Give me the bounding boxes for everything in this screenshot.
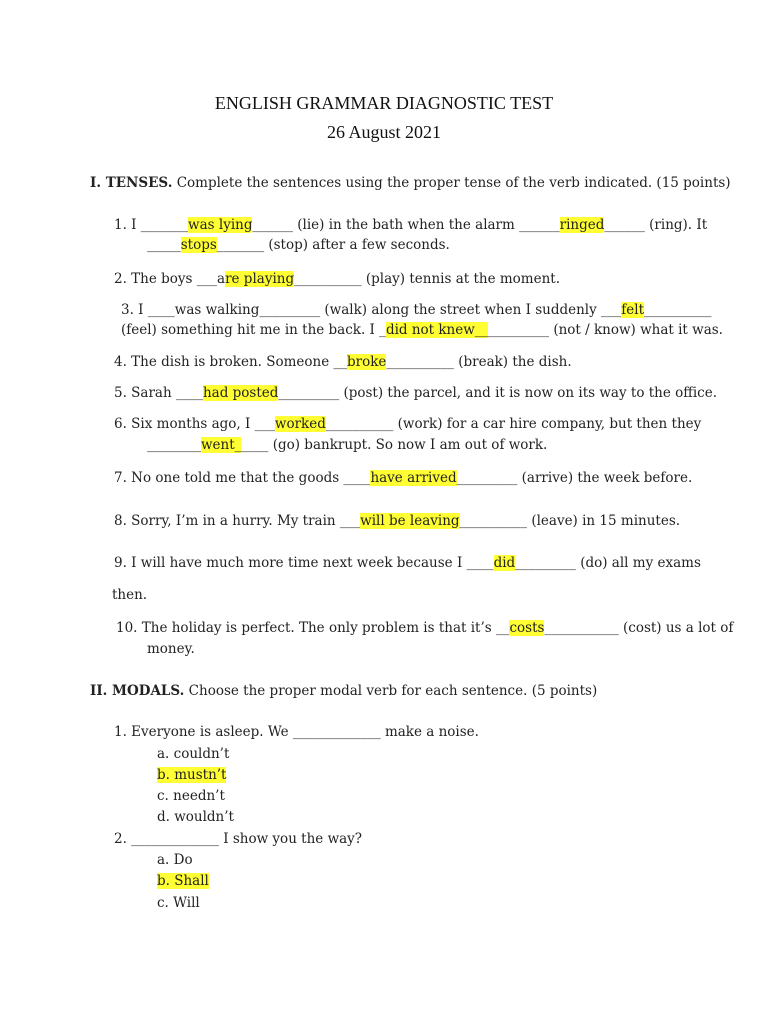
modal-2-option-b [157,871,209,891]
modal-question-2: 2. _____________ I show you the way? [114,831,363,847]
test-date: 26 August 2021 [326,122,441,142]
question-4 [114,352,572,372]
answer-10: costs [509,620,545,636]
question-4-text: __________ (break) the dish. [386,354,572,370]
answer-5: had posted [202,385,279,401]
answer-4: broke [347,354,387,370]
question-1-text: ______ (ring). It [604,217,708,233]
answer-2: re playing [225,271,295,287]
question-2-text: __________ (play) tennis at the moment. [294,271,560,287]
question-5-text: _________ (post) the parcel, and it is now on its way to the office. [278,385,718,401]
question-6-line-1 [114,414,701,434]
question-9-line-1 [114,553,701,573]
modal-1-option-a: a. couldn’t [157,746,230,762]
question-4-text: 4. The dish is broken. Someone __ [114,354,348,370]
question-3-text: 3. I ____was walking_________ (walk) along the street when I suddenly ___ [121,302,622,318]
question-10-text: 10. The holiday is perfect. The only problem is that it’s __ [116,620,510,636]
section-modals-header [90,681,597,701]
question-6-text: __________ (work) for a car hire company, but then they [325,416,702,432]
modal-2-option-c: c. Will [157,895,200,911]
question-8 [114,511,680,531]
question-8-text: __________ (leave) in 15 minutes. [459,513,681,529]
question-3-line-1 [121,300,712,320]
answer-1a: was lying [188,217,253,233]
answer-6b: went_ [201,437,242,453]
question-6-text: ____ (go) bankrupt. So now I am out of work. [241,437,548,453]
question-3-text: __________ [644,302,712,318]
modal-1-option-d: d. wouldn’t [157,809,234,825]
question-6-text: 6. Six months ago, I ___ [114,416,275,432]
question-5-text: 5. Sarah ____ [114,385,203,401]
question-1-text: 1. I _______ [114,217,189,233]
question-1-line-2 [147,235,450,255]
answer-6a: worked [274,416,326,432]
question-10-line-2: money. [147,641,195,657]
question-9-line-2: then. [112,587,148,603]
modal-question-1: 1. Everyone is asleep. We _____________ make a noise. [114,724,479,740]
answer-7: have arrived [370,470,457,486]
modal-2-answer: b. Shall [157,873,209,889]
question-7-text: 7. No one told me that the goods ____ [114,470,371,486]
question-7-text: _________ (arrive) the week before. [456,470,693,486]
question-10-line-1 [116,618,733,638]
question-9-text: 9. I will have much more time next week because I ____ [114,555,494,571]
answer-8: will be leaving [360,513,460,529]
answer-9: did [493,555,516,571]
modal-1-option-b [157,765,226,785]
section-tenses-header [90,173,731,193]
answer-3a: felt [621,302,645,318]
question-6-text: ________ [147,437,201,453]
question-5 [114,383,717,403]
question-8-text: 8. Sorry, I’m in a hurry. My train ___ [114,513,361,529]
answer-1b: ringed [559,217,605,233]
question-2 [114,269,560,289]
answer-1c: stops [180,237,217,253]
question-10-text: ___________ (cost) us a lot of [544,620,734,636]
test-title: ENGLISH GRAMMAR DIAGNOSTIC TEST [214,93,554,113]
modal-1-option-c: c. needn’t [157,788,225,804]
question-2-text: 2. The boys ___a [114,271,226,287]
section-modals-instruction: Choose the proper modal verb for each sentence. (5 points) [184,683,598,699]
question-1-text: ______ (lie) in the bath when the alarm ______ [252,217,560,233]
section-tenses-heading: I. TENSES. [90,175,173,191]
question-1-line-1 [114,215,707,235]
question-9-text: _________ (do) all my exams [515,555,701,571]
question-3-line-2 [121,320,723,340]
question-3-text: _________ (not / know) what it was. [488,322,723,338]
modal-1-answer: b. mustn’t [157,767,227,783]
section-modals-heading: II. MODALS. [90,683,185,699]
question-3-text: (feel) something hit me in the back. I _ [121,322,386,338]
question-6-line-2 [147,435,547,455]
modal-2-option-a: a. Do [157,852,193,868]
section-tenses-instruction: Complete the sentences using the proper tense of the verb indicated. (15 points) [172,175,731,191]
question-1-text: _______ (stop) after a few seconds. [216,237,450,253]
question-1-text: _____ [147,237,181,253]
answer-3b: did not knew__ [385,322,489,338]
question-7 [114,468,692,488]
